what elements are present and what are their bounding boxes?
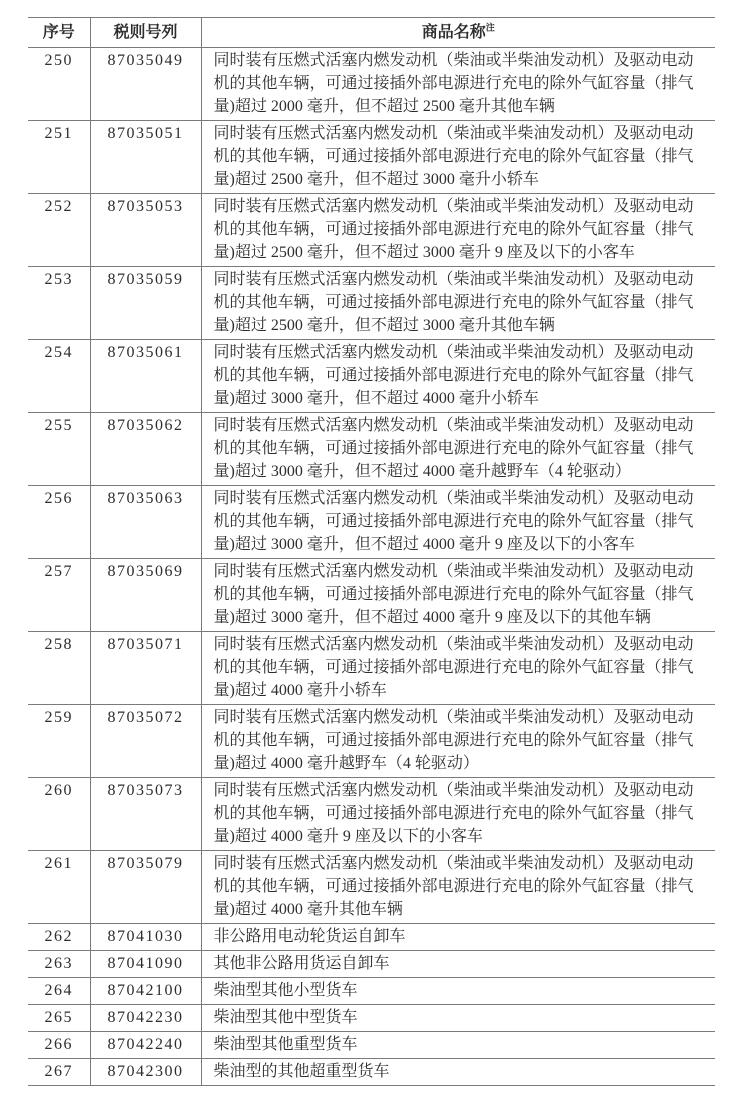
- row-product-name: 柴油型其他小型货车: [201, 978, 715, 1005]
- table-row: [28, 1005, 715, 1032]
- row-tariff-code: 87035059: [90, 267, 201, 340]
- row-serial-number: 263: [28, 951, 90, 978]
- row-product-name: 同时装有压燃式活塞内燃发动机（柴油或半柴油发动机）及驱动电动机的其他车辆，可通过接插外部电源进行充电的除外气缸容量（排气量)超过 2500 毫升，但不超过 3000 毫升 9 座及以下的小客车: [201, 194, 715, 267]
- table-row: [28, 978, 715, 1005]
- row-tariff-code: 87035069: [90, 559, 201, 632]
- col-header-serial-number: 序号: [28, 18, 90, 48]
- table-row: [28, 267, 715, 340]
- table-row: [28, 924, 715, 951]
- table-row: [28, 194, 715, 267]
- row-product-name: 同时装有压燃式活塞内燃发动机（柴油或半柴油发动机）及驱动电动机的其他车辆，可通过接插外部电源进行充电的除外气缸容量（排气量)超过 4000 毫升 9 座及以下的小客车: [201, 778, 715, 851]
- row-product-name: 同时装有压燃式活塞内燃发动机（柴油或半柴油发动机）及驱动电动机的其他车辆，可通过接插外部电源进行充电的除外气缸容量（排气量)超过 3000 毫升，但不超过 4000 毫升越野车（4 轮驱动）: [201, 413, 715, 486]
- row-product-name: 同时装有压燃式活塞内燃发动机（柴油或半柴油发动机）及驱动电动机的其他车辆，可通过接插外部电源进行充电的除外气缸容量（排气量)超过 4000 毫升其他车辆: [201, 851, 715, 924]
- row-product-name: 同时装有压燃式活塞内燃发动机（柴油或半柴油发动机）及驱动电动机的其他车辆，可通过接插外部电源进行充电的除外气缸容量（排气量)超过 2000 毫升，但不超过 2500 毫升其他车辆: [201, 48, 715, 121]
- table-row: [28, 559, 715, 632]
- row-serial-number: 253: [28, 267, 90, 340]
- row-product-name: 非公路用电动轮货运自卸车: [201, 924, 715, 951]
- row-serial-number: 265: [28, 1005, 90, 1032]
- table-header: [28, 18, 715, 48]
- row-tariff-code: 87035061: [90, 340, 201, 413]
- row-product-name: 同时装有压燃式活塞内燃发动机（柴油或半柴油发动机）及驱动电动机的其他车辆，可通过接插外部电源进行充电的除外气缸容量（排气量)超过 2500 毫升，但不超过 3000 毫升其他车辆: [201, 267, 715, 340]
- row-product-name: 其他非公路用货运自卸车: [201, 951, 715, 978]
- row-serial-number: 257: [28, 559, 90, 632]
- table-row: [28, 1032, 715, 1059]
- row-serial-number: 267: [28, 1059, 90, 1086]
- row-serial-number: 251: [28, 121, 90, 194]
- row-serial-number: 250: [28, 48, 90, 121]
- table-row: [28, 851, 715, 924]
- row-tariff-code: 87035051: [90, 121, 201, 194]
- table-row: [28, 951, 715, 978]
- row-product-name: 同时装有压燃式活塞内燃发动机（柴油或半柴油发动机）及驱动电动机的其他车辆，可通过接插外部电源进行充电的除外气缸容量（排气量)超过 3000 毫升，但不超过 4000 毫升 9 座及以下的小客车: [201, 486, 715, 559]
- row-tariff-code: 87035073: [90, 778, 201, 851]
- row-tariff-code: 87035079: [90, 851, 201, 924]
- row-tariff-code: 87035071: [90, 632, 201, 705]
- table-row: [28, 121, 715, 194]
- row-serial-number: 264: [28, 978, 90, 1005]
- table-body: [28, 48, 715, 1086]
- col-header-tariff-code: 税则号列: [90, 18, 201, 48]
- row-tariff-code: 87042230: [90, 1005, 201, 1032]
- row-product-name: 同时装有压燃式活塞内燃发动机（柴油或半柴油发动机）及驱动电动机的其他车辆，可通过接插外部电源进行充电的除外气缸容量（排气量)超过 4000 毫升越野车（4 轮驱动）: [201, 705, 715, 778]
- row-tariff-code: 87035072: [90, 705, 201, 778]
- table-row: [28, 632, 715, 705]
- row-product-name: 同时装有压燃式活塞内燃发动机（柴油或半柴油发动机）及驱动电动机的其他车辆，可通过接插外部电源进行充电的除外气缸容量（排气量)超过 4000 毫升小轿车: [201, 632, 715, 705]
- row-serial-number: 255: [28, 413, 90, 486]
- table-row: [28, 778, 715, 851]
- row-tariff-code: 87041090: [90, 951, 201, 978]
- row-product-name: 同时装有压燃式活塞内燃发动机（柴油或半柴油发动机）及驱动电动机的其他车辆，可通过接插外部电源进行充电的除外气缸容量（排气量)超过 3000 毫升，但不超过 4000 毫升小轿车: [201, 340, 715, 413]
- row-serial-number: 259: [28, 705, 90, 778]
- row-product-name: 同时装有压燃式活塞内燃发动机（柴油或半柴油发动机）及驱动电动机的其他车辆，可通过接插外部电源进行充电的除外气缸容量（排气量)超过 3000 毫升，但不超过 4000 毫升 9 座及以下的其他车辆: [201, 559, 715, 632]
- table-row: [28, 705, 715, 778]
- tariff-table: [28, 17, 715, 1086]
- row-tariff-code: 87042300: [90, 1059, 201, 1086]
- row-tariff-code: 87041030: [90, 924, 201, 951]
- row-serial-number: 262: [28, 924, 90, 951]
- row-serial-number: 256: [28, 486, 90, 559]
- row-tariff-code: 87035053: [90, 194, 201, 267]
- row-serial-number: 260: [28, 778, 90, 851]
- row-serial-number: 252: [28, 194, 90, 267]
- row-product-name: 柴油型其他中型货车: [201, 1005, 715, 1032]
- table-row: [28, 48, 715, 121]
- table-row: [28, 340, 715, 413]
- row-serial-number: 254: [28, 340, 90, 413]
- row-product-name: 柴油型其他重型货车: [201, 1032, 715, 1059]
- row-serial-number: 258: [28, 632, 90, 705]
- header-note-superscript: 注: [485, 22, 495, 33]
- row-product-name: 柴油型的其他超重型货车: [201, 1059, 715, 1086]
- row-tariff-code: 87035063: [90, 486, 201, 559]
- row-serial-number: 261: [28, 851, 90, 924]
- document-page: [0, 17, 750, 1114]
- col-header-product-name: [201, 18, 715, 48]
- table-row: [28, 1059, 715, 1086]
- row-tariff-code: 87042100: [90, 978, 201, 1005]
- row-tariff-code: 87042240: [90, 1032, 201, 1059]
- table-row: [28, 486, 715, 559]
- row-serial-number: 266: [28, 1032, 90, 1059]
- header-row: [28, 18, 715, 48]
- table-row: [28, 413, 715, 486]
- col-header-product-name-label: 商品名称: [421, 24, 486, 41]
- row-tariff-code: 87035062: [90, 413, 201, 486]
- row-tariff-code: 87035049: [90, 48, 201, 121]
- row-product-name: 同时装有压燃式活塞内燃发动机（柴油或半柴油发动机）及驱动电动机的其他车辆，可通过接插外部电源进行充电的除外气缸容量（排气量)超过 2500 毫升，但不超过 3000 毫升小轿车: [201, 121, 715, 194]
